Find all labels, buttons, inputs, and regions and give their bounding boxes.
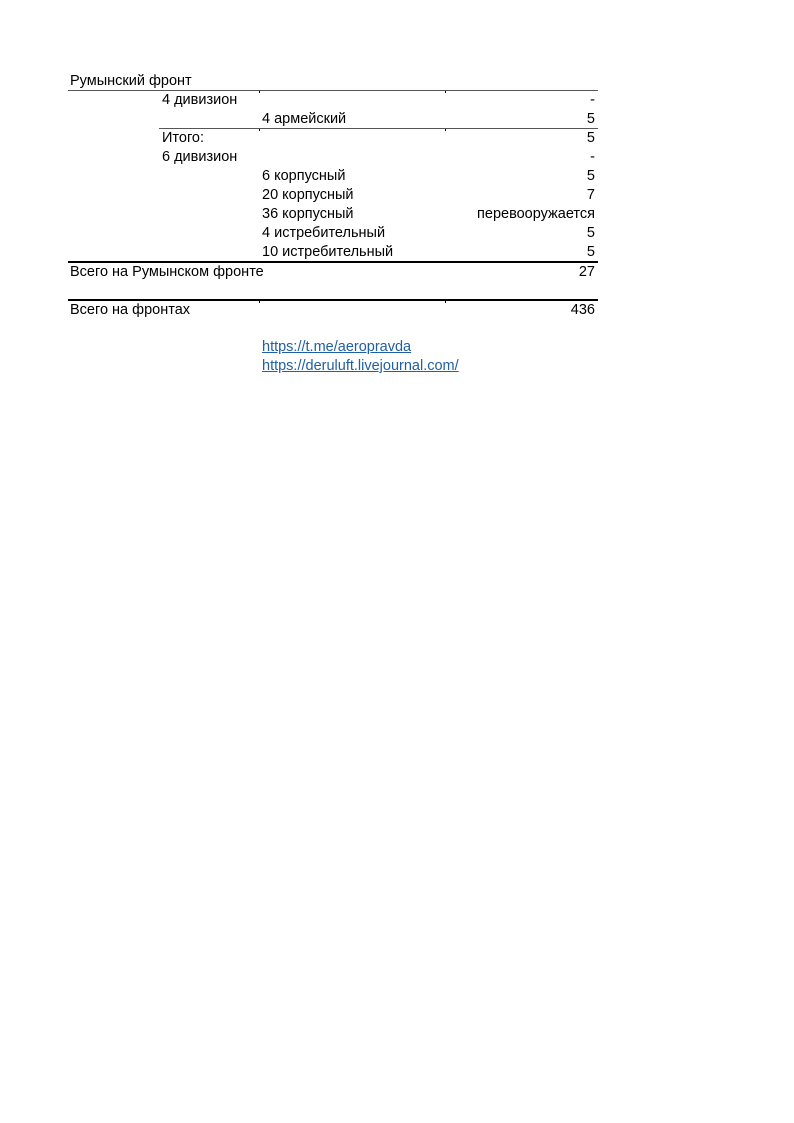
- unit-cell: 20 корпусный: [262, 187, 354, 203]
- table-row: [68, 167, 598, 186]
- front-title: Румынский фронт: [70, 73, 192, 89]
- division-cell: 4 дивизион: [162, 92, 238, 108]
- front-title-row: [68, 72, 598, 91]
- table-row: [68, 148, 598, 167]
- livejournal-link[interactable]: https://deruluft.livejournal.com/: [262, 358, 459, 374]
- unit-cell: 4 истребительный: [262, 225, 386, 241]
- table-row: [68, 224, 598, 243]
- unit-cell: 36 корпусный: [262, 206, 354, 222]
- links-block: [262, 338, 459, 376]
- table-row: [68, 110, 598, 129]
- value-cell: 5: [586, 168, 595, 184]
- value-cell: 7: [586, 187, 595, 203]
- table-row: [68, 91, 598, 110]
- table-row: [68, 186, 598, 205]
- grand-total-value: 436: [570, 302, 595, 318]
- front-total-row: [68, 263, 598, 282]
- value-cell: 5: [586, 111, 595, 127]
- unit-cell: 6 корпусный: [262, 168, 346, 184]
- table-row: [68, 205, 598, 224]
- grand-total-row: [68, 301, 598, 320]
- value-cell: перевооружается: [477, 206, 595, 222]
- grand-total-label: Всего на фронтах: [70, 302, 191, 318]
- division-cell: Итого:: [162, 130, 205, 146]
- front-total-label: Всего на Румынском фронте: [70, 264, 264, 280]
- value-cell: -: [590, 149, 595, 165]
- unit-cell: 10 истребительный: [262, 244, 394, 260]
- value-cell: 5: [586, 225, 595, 241]
- telegram-link[interactable]: https://t.me/aeropravda: [262, 339, 412, 355]
- subtotal-row: [68, 129, 598, 148]
- front-total-value: 27: [578, 264, 595, 280]
- value-cell: 5: [586, 244, 595, 260]
- value-cell: 5: [586, 130, 595, 146]
- unit-cell: 4 армейский: [262, 111, 347, 127]
- value-cell: -: [590, 92, 595, 108]
- table-row: [68, 243, 598, 262]
- division-cell: 6 дивизион: [162, 149, 238, 165]
